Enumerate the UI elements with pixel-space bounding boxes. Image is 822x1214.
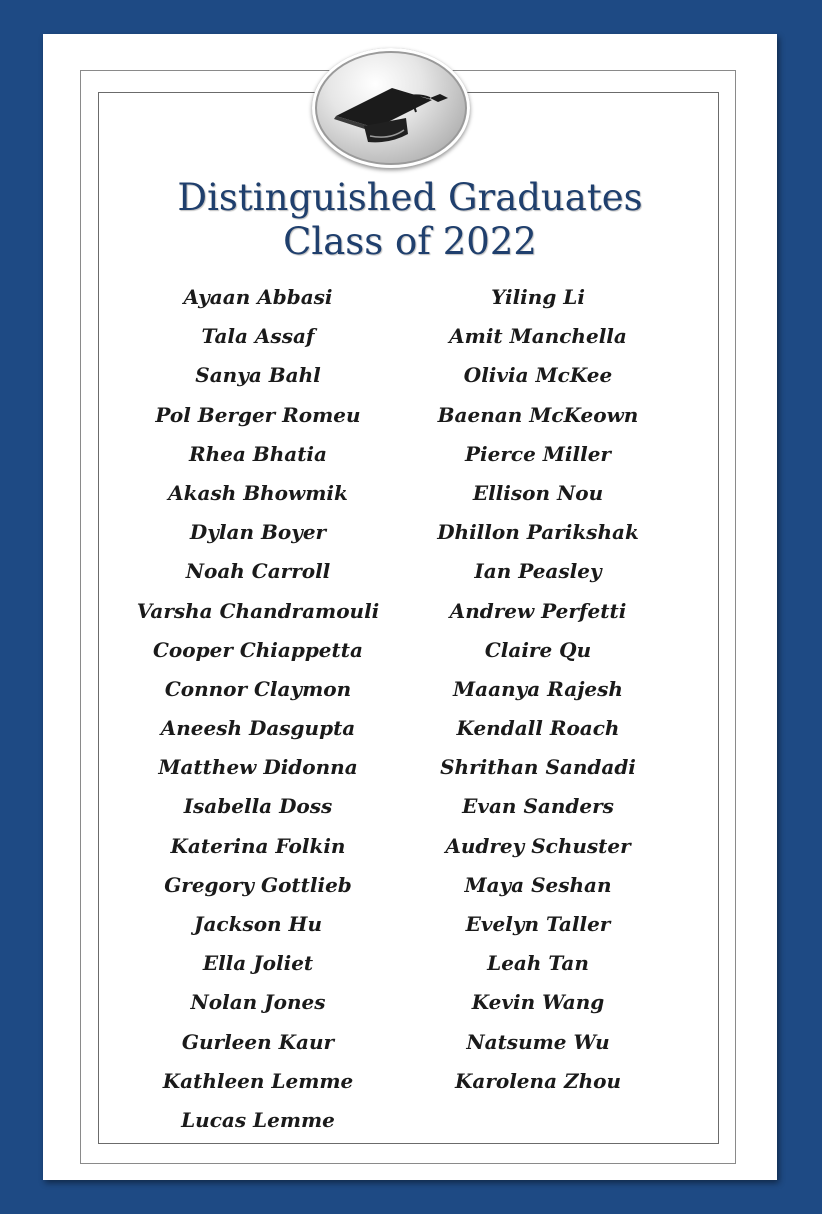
- graduate-name: Sanya Bahl: [195, 363, 321, 388]
- graduate-name: Karolena Zhou: [454, 1068, 622, 1093]
- title-line-1: Distinguished Graduates: [177, 176, 643, 219]
- graduate-name: Maanya Rajesh: [453, 676, 623, 701]
- graduate-name: Ella Joliet: [202, 951, 314, 976]
- graduate-name: Akash Bhowmik: [168, 480, 348, 505]
- graduate-name: Olivia McKee: [463, 363, 613, 388]
- graduate-name: Cooper Chiappetta: [153, 637, 363, 662]
- graduate-name: Kevin Wang: [471, 990, 605, 1015]
- graduate-name: Jackson Hu: [194, 912, 322, 936]
- graduate-name: Matthew Didonna: [158, 755, 358, 780]
- poster-card: [43, 34, 777, 1180]
- graduate-column-left: [118, 278, 398, 1140]
- graduate-name: Natsume Wu: [466, 1029, 610, 1054]
- page-title: [43, 176, 777, 264]
- graduate-name: Leah Tan: [487, 951, 589, 976]
- graduate-name: Ian Peasley: [474, 559, 602, 584]
- graduate-name: Ellison Nou: [472, 480, 604, 505]
- graduate-name: Kathleen Lemme: [162, 1068, 354, 1093]
- graduate-name: Rhea Bhatia: [188, 441, 327, 466]
- graduate-name: Ayaan Abbasi: [183, 285, 333, 309]
- graduate-name: Dylan Boyer: [189, 520, 327, 545]
- graduate-name: Andrew Perfetti: [449, 598, 627, 623]
- graduate-name: Pol Berger Romeu: [155, 402, 361, 427]
- graduate-name: Pierce Miller: [465, 441, 611, 466]
- graduate-name: Kendall Roach: [456, 716, 620, 741]
- graduate-name: Shrithan Sandadi: [440, 755, 636, 780]
- graduate-name: Gurleen Kaur: [181, 1029, 335, 1054]
- graduate-name: Aneesh Dasgupta: [160, 716, 356, 741]
- graduate-name: Audrey Schuster: [445, 833, 631, 858]
- graduate-name: Connor Claymon: [164, 676, 352, 701]
- graduate-name: Amit Manchella: [449, 324, 627, 349]
- graduate-name: Gregory Gottlieb: [164, 872, 352, 897]
- graduate-name: Nolan Jones: [190, 990, 326, 1015]
- graduate-name: Maya Seshan: [464, 872, 612, 897]
- title-line-2: Class of 2022: [283, 220, 537, 263]
- graduate-name: Evelyn Taller: [465, 912, 611, 936]
- graduate-column-right: [398, 278, 678, 1101]
- graduate-name: Evan Sanders: [462, 794, 614, 819]
- graduate-name: Tala Assaf: [201, 324, 315, 349]
- graduate-name: Varsha Chandramouli: [136, 598, 380, 623]
- graduation-cap-svg: [312, 48, 470, 168]
- graduate-name: Dhillon Parikshak: [437, 520, 639, 545]
- graduate-name: Katerina Folkin: [170, 833, 346, 858]
- graduate-name: Baenan McKeown: [437, 402, 639, 427]
- graduate-name: Yiling Li: [491, 285, 585, 309]
- graduate-name: Lucas Lemme: [181, 1107, 335, 1132]
- graduation-cap-icon: [312, 48, 470, 168]
- graduate-name: Claire Qu: [484, 637, 592, 662]
- graduate-name: Noah Carroll: [185, 559, 331, 584]
- graduate-name: Isabella Doss: [183, 794, 333, 819]
